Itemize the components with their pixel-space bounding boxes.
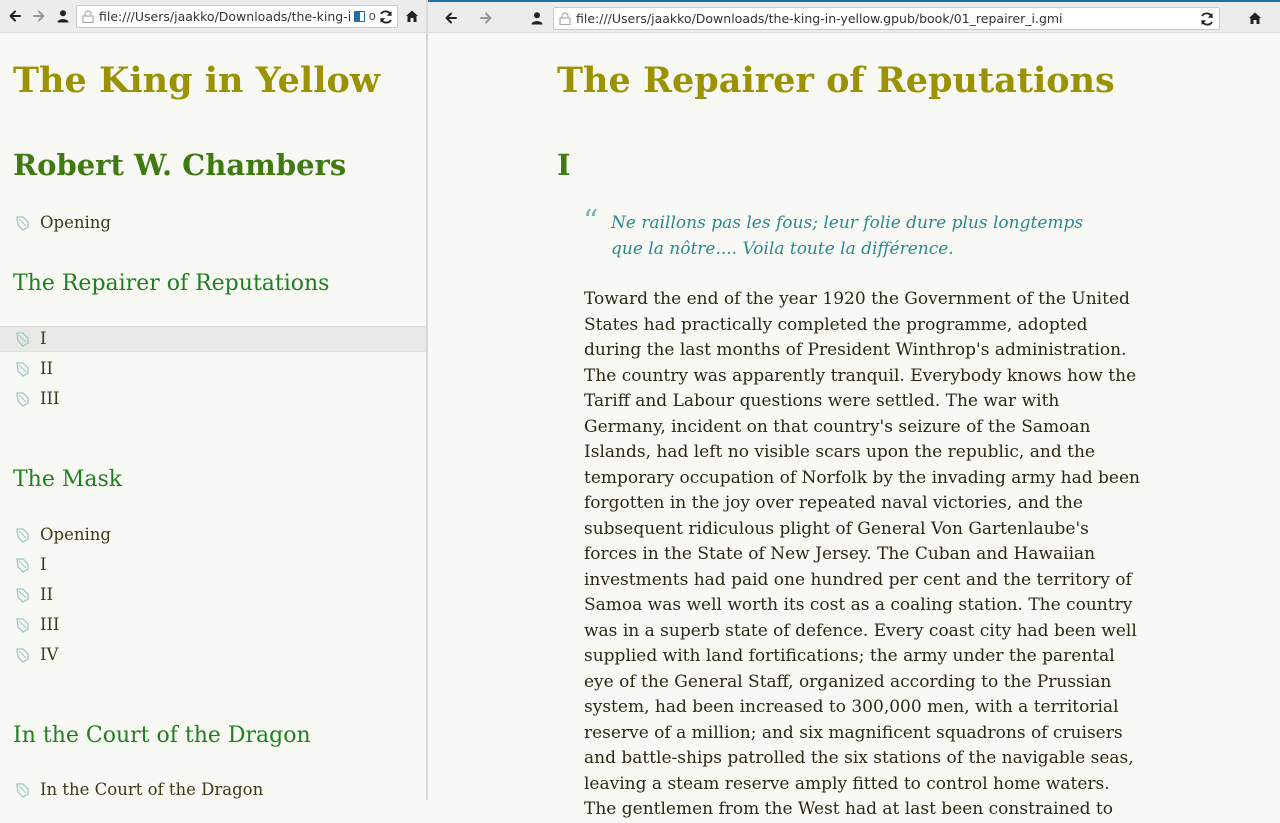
gemtext-link-icon [14,782,31,799]
left-toolbar [0,0,426,33]
url-overflow-glyph: o [368,9,376,23]
link-mask-opening[interactable] [0,523,426,549]
home-icon [1248,11,1262,25]
section-heading: In the Court of the Dragon [13,723,311,748]
link-label: II [40,359,54,378]
link-repairer-iii[interactable] [0,387,426,413]
forward-button[interactable] [28,5,50,27]
home-button[interactable] [401,5,423,27]
link-label: IV [40,645,59,664]
gemtext-link-icon [14,557,31,574]
right-toolbar [428,0,1280,33]
back-arrow-icon [444,11,458,25]
gemtext-link-icon [14,617,31,634]
gemtext-link-icon [14,331,31,348]
link-mask-iv[interactable] [0,643,426,669]
quote-mark-icon: “ [583,204,599,239]
gemtext-link-icon [14,361,31,378]
link-mask-iii[interactable] [0,613,426,639]
gemtext-link-icon [14,527,31,544]
link-court-dragon[interactable] [0,778,426,804]
forward-arrow-icon [32,9,46,23]
link-mask-ii[interactable] [0,583,426,609]
url-text[interactable]: file:///Users/jaakko/Downloads/the-king-in-yellow.gpub/book/01_repairer_i.gmi [576,11,1063,26]
sidebar-toggle-icon[interactable] [354,11,365,22]
gemtext-link-icon [14,587,31,604]
page-title: The Repairer of Reputations [557,60,1115,101]
lock-icon [82,10,94,23]
forward-arrow-icon [479,11,493,25]
body-paragraph: Toward the end of the year 1920 the Government of the United States had practically completed the programme, adopted during the last months of President Winthrop's administration. The country was apparently tranquil. Everybody knows how the Tariff and Labour questions were settled. The war with Germany, incident on that country's seizure of the Samoan Islands, had left no visible scars upon the republic, and the temporary occupation of Norfolk by the invading army had been forgotten in the joy over repeated naval victories, and the subsequent ridiculous plight of General Von Gartenlaube's forces in the State of New Jersey. The Cuban and Hawaiian investments had paid one hundred per cent and the territory of Samoa was well worth its cost as a coaling station. The country was in a superb state of defence. Every coast city had been well supplied with land fortifications; the army under the parental eye of the General Staff, organized according to the Prussian system, had been increased to 300,000 men, with a territorial reserve of a million; and six magnificent squadrons of cruisers and battle-ships patrolled the six stations of the navigable seas, leaving a steam reserve amply fitted to control home waters. The gentlemen from the West had at last been constrained to [584,289,1140,819]
url-bar[interactable] [76,5,398,28]
home-icon [405,9,419,23]
section-heading: The Repairer of Reputations [13,271,330,296]
link-repairer-ii[interactable] [0,357,426,383]
identity-button[interactable] [52,5,74,27]
gemtext-link-icon [14,391,31,408]
identity-icon [56,9,70,23]
link-label: Opening [40,525,111,544]
url-bar[interactable] [553,7,1220,30]
reload-icon[interactable] [1199,11,1215,27]
back-button[interactable] [440,7,462,29]
forward-button[interactable] [475,7,497,29]
link-label: I [40,329,47,348]
identity-button[interactable] [526,7,548,29]
link-label: III [40,615,60,634]
link-label: I [40,555,47,574]
left-pane [0,0,426,800]
link-mask-i[interactable] [0,553,426,579]
link-label: II [40,585,54,604]
identity-icon [530,11,544,25]
book-title: The King in Yellow [13,60,380,101]
link-label: In the Court of the Dragon [40,780,264,799]
author-heading: Robert W. Chambers [13,148,347,182]
section-heading: The Mask [13,467,123,492]
lock-icon [559,12,571,25]
part-heading: I [557,148,571,182]
link-opening[interactable] [0,211,426,237]
reload-icon[interactable] [378,9,394,25]
link-label: III [40,389,60,408]
gemtext-link-icon [14,215,31,232]
back-button[interactable] [4,5,26,27]
link-label: Opening [40,213,111,232]
link-repairer-i[interactable] [0,326,426,352]
gemtext-link-icon [14,647,31,664]
home-button[interactable] [1244,7,1266,29]
url-text[interactable]: file:///Users/jaakko/Downloads/the-king-i [99,9,352,24]
epigraph-quote: Ne raillons pas les fous; leur folie dure plus longtemps que la nôtre.... Voila toute la différence. [611,213,1084,259]
back-arrow-icon [8,9,22,23]
